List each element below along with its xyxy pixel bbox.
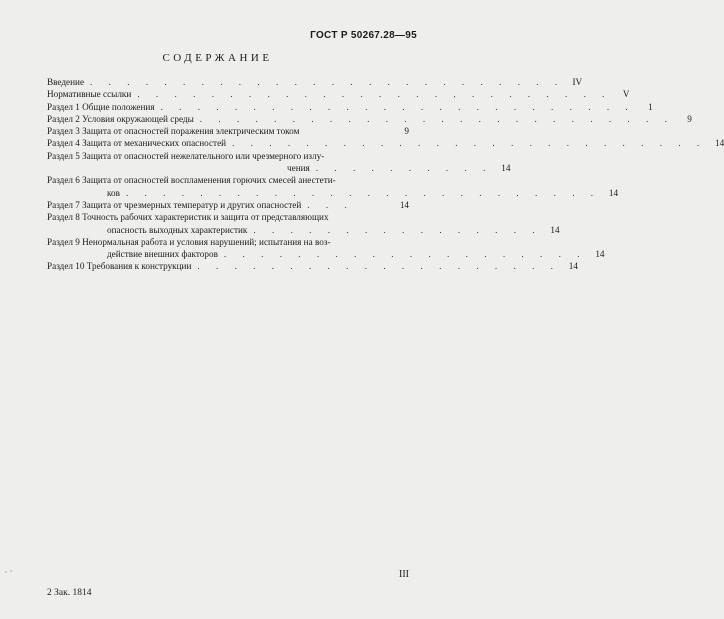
toc-entry-section-6[interactable]: Раздел 6 Защита от опасностей воспламенения горючих смесей анестети- ков . . . . . . . . . . . . . . . . . . . . . . . . . . 14 [47,175,619,198]
toc-entry-label: Раздел 4 Защита от механических опасностей [47,138,227,149]
toc-entry-page: 14 [715,138,724,149]
toc-entry-section-3[interactable] [47,125,409,137]
toc-entry-section-1[interactable]: Раздел 1 Общие положения . . . . . . . . . . . . . . . . . . . . . . . . . . 1 [47,101,653,112]
toc-entry-section-8[interactable]: Раздел 8 Точность рабочих характеристик и защита от представляющих опасность выходных характеристик . . . . . . . . . . . . . . . . 14 [47,212,560,235]
toc-entry-section-7[interactable]: Раздел 7 Защита от чрезмерных температур и других опасностей . . . 14 [47,199,409,210]
toc-entry-label: Раздел 1 Общие положения [47,101,155,112]
table-of-contents [47,76,724,273]
toc-entry-label: Раздел 7 Защита от чрезмерных температур и других опасностей [47,199,302,210]
toc-entry-page: 14 [568,261,578,272]
toc-entry-section-10[interactable]: Раздел 10 Требования к конструкции . . . . . . . . . . . . . . . . . . . . 14 [47,261,578,272]
toc-entry-page: 9 [404,126,409,137]
toc-entry-section-4[interactable]: Раздел 4 Защита от механических опасностей . . . . . . . . . . . . . . . . . . . . . . . . . . 14 [47,138,724,149]
toc-entry-label-continuation: чения [287,163,310,174]
toc-entry-page: 9 [687,113,692,124]
toc-entry-label-continuation: опасность выходных характеристик [107,224,248,235]
toc-entry-label: Раздел 2 Условия окружающей среды [47,113,194,124]
toc-entry-label: Раздел 6 Защита от опасностей воспламенения горючих смесей анестети- [47,175,336,186]
page-number: III [399,569,409,580]
toc-entry-label: Раздел 8 Точность рабочих характеристик и защита от представляющих [47,212,329,223]
toc-title: СОДЕРЖАНИЕ [162,52,273,64]
toc-entry-section-5[interactable]: Раздел 5 Защита от опасностей нежелательного или чрезмерного излу- чения . . . . . . . . . . 14 [47,150,511,174]
toc-entry-section-9[interactable]: Раздел 9 Ненормальная работа и условия нарушений; испытания на воз- действие внешних факторов . . . . . . . . . . . . . . . . . . . . 14 [47,236,605,260]
toc-entry-label: Раздел 10 Требования к конструкции [47,261,192,272]
toc-entry-page: 14 [399,199,409,210]
toc-entry-page: 14 [608,187,619,198]
toc-entry-page: 14 [501,163,511,174]
toc-entry-page: 1 [648,101,653,112]
toc-entry-label: Раздел 3 Защита от опасностей поражения электрическим током [47,126,300,137]
toc-entry-normative-references[interactable]: Нормативные ссылки . . . . . . . . . . . . . . . . . . . . . . . . . . V [47,89,630,100]
toc-entry-introduction[interactable]: Введение . . . . . . . . . . . . . . . . . . . . . . . . . . IV [47,77,583,87]
toc-entry-section-2[interactable]: Раздел 2 Условия окружающей среды . . . . . . . . . . . . . . . . . . . . . . . . . . 9 [47,113,692,124]
print-order-note: 2 Зак. 1814 [47,588,92,598]
toc-entry-label: Введение [47,77,85,87]
standard-code: ГОСТ Р 50267.28—95 [310,30,417,41]
toc-entry-label: Нормативные ссылки [47,89,132,100]
toc-entry-page: 14 [595,249,605,260]
toc-entry-label-continuation: ков [107,187,120,198]
toc-entry-label-continuation: действие внешних факторов [107,249,218,260]
toc-entry-page: IV [572,77,583,87]
scan-speck-mark [5,570,13,573]
toc-entry-label: Раздел 9 Ненормальная работа и условия нарушений; испытания на воз- [47,236,331,247]
toc-entry-label: Раздел 5 Защита от опасностей нежелательного или чрезмерного излу- [47,150,325,161]
toc-entry-page: V [622,89,630,100]
toc-entry-page: 14 [550,224,560,235]
